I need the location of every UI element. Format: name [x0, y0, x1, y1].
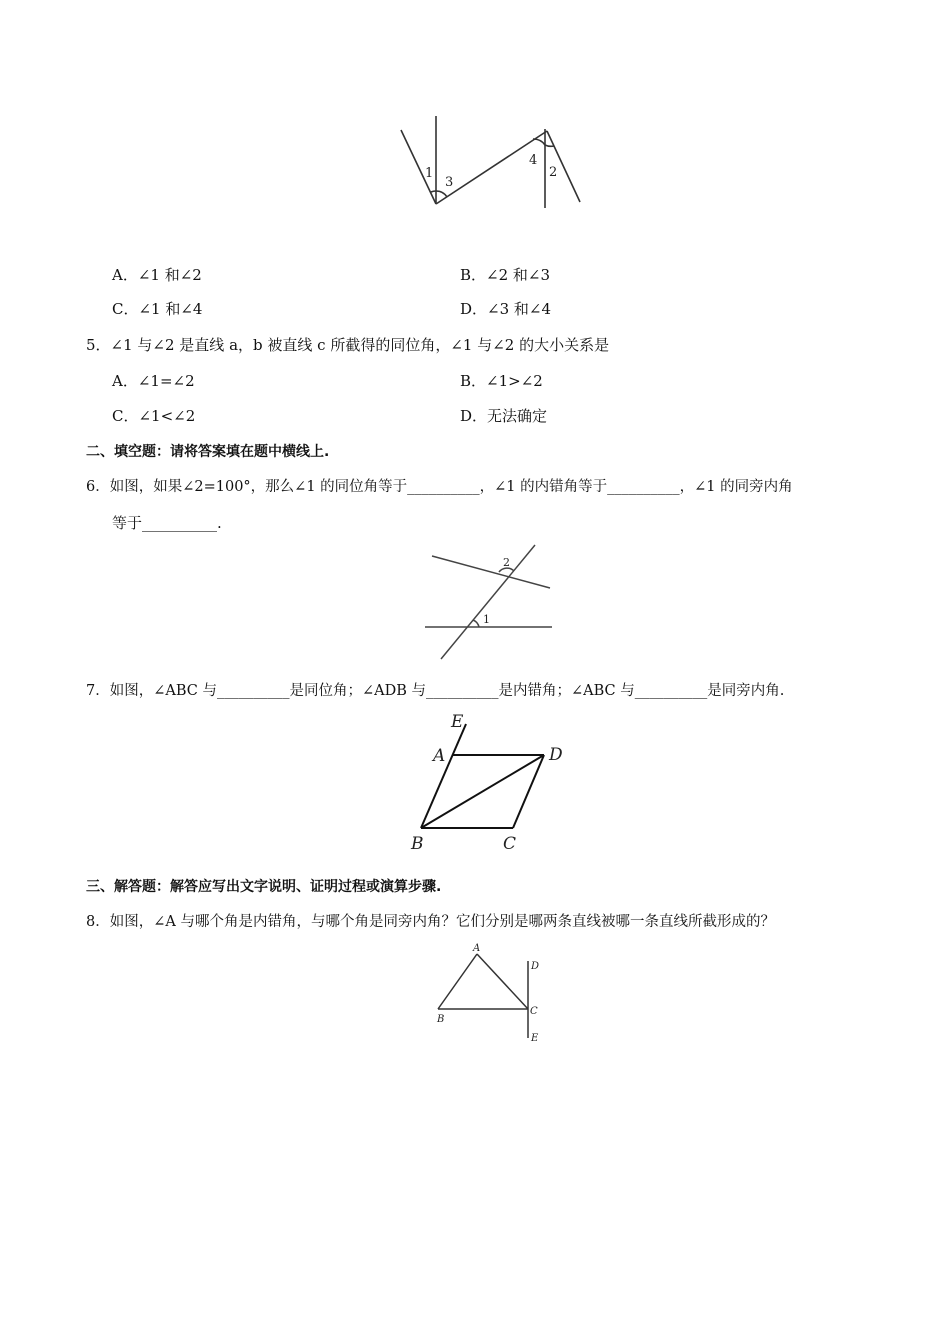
option-text: ∠1=∠2 — [137, 372, 195, 390]
q5-option-c — [112, 406, 195, 426]
option-text: 无法确定 — [487, 407, 548, 425]
q6-label-2: 2 — [503, 556, 510, 569]
q4-option-a — [112, 265, 202, 285]
q7-label-B: B — [411, 834, 424, 854]
q6-transversal — [441, 545, 535, 659]
option-letter: B． — [460, 266, 487, 284]
q7-segment-EB — [421, 724, 466, 828]
q6-arc-1 — [473, 620, 479, 627]
option-text: ∠1>∠2 — [486, 372, 543, 390]
option-text: ∠1 和∠2 — [137, 266, 202, 284]
q6-label-1: 1 — [483, 613, 490, 626]
option-letter: C． — [112, 300, 139, 318]
question-number: 5． — [86, 336, 111, 354]
option-letter: D． — [460, 407, 488, 425]
option-letter: C． — [112, 407, 139, 425]
q7-label-C: C — [503, 834, 517, 854]
q7-label-A: A — [433, 746, 446, 766]
q6-line-2: 等于__________. — [112, 514, 222, 532]
q5-option-d — [460, 406, 547, 426]
q8-line: 8．如图，∠A 与哪个角是内错角，与哪个角是同旁内角？它们分别是哪两条直线被哪一条直线所截形成的？ — [86, 914, 775, 930]
q4-label-1: 1 — [425, 166, 434, 181]
q5-stem — [86, 335, 609, 355]
q7-segment-DC — [513, 755, 544, 828]
q8-segment-AC — [477, 954, 528, 1009]
q7-label-E: E — [451, 712, 464, 732]
q4-option-d — [460, 299, 551, 319]
q4-option-c — [112, 299, 202, 319]
option-letter: D． — [460, 300, 488, 318]
q6-line-1: 6．如图，如果∠2=100°，那么∠1 的同位角等于__________，∠1 的内错角等于__________，∠1 的同旁内角 — [86, 479, 793, 495]
q6-arc-2 — [499, 568, 514, 572]
q4-arc-3 — [436, 191, 447, 197]
q4-figure — [0, 0, 950, 220]
question-text: ∠1 与∠2 是直线 a，b 被直线 c 所截得的同位角，∠1 与∠2 的大小关系是 — [110, 336, 610, 354]
q4-label-4: 4 — [529, 153, 538, 168]
option-letter: A． — [112, 266, 138, 284]
q6-line-upper — [432, 556, 550, 588]
option-text: ∠2 和∠3 — [486, 266, 551, 284]
q4-label-3: 3 — [445, 175, 454, 190]
q8-segment-AB — [438, 954, 477, 1009]
option-letter: A． — [112, 372, 138, 390]
section-3-heading: 三、解答题：解答应写出文字说明、证明过程或演算步骤. — [86, 879, 442, 895]
q5-option-a — [112, 371, 195, 391]
option-text: ∠3 和∠4 — [487, 300, 552, 318]
section-2-heading: 二、填空题：请将答案填在题中横线上. — [86, 444, 330, 460]
q5-option-b — [460, 371, 543, 391]
q8-label-B: B — [437, 1014, 445, 1025]
q7-label-D: D — [549, 745, 563, 765]
option-letter: B． — [460, 372, 487, 390]
q4-arc-2 — [545, 145, 554, 146]
q4-label-2: 2 — [549, 165, 558, 180]
q7-segment-BD — [421, 755, 544, 828]
option-text: ∠1 和∠4 — [138, 300, 203, 318]
q8-label-D: D — [531, 961, 540, 972]
q4-option-b — [460, 265, 550, 285]
option-text: ∠1<∠2 — [138, 407, 196, 425]
q7-line: 7．如图，∠ABC 与__________是同位角；∠ADB 与__________是内错角；∠ABC 与__________是同旁内角. — [86, 683, 785, 699]
q8-label-E: E — [531, 1033, 539, 1044]
q8-label-A: A — [473, 943, 481, 954]
q8-label-C: C — [530, 1006, 538, 1017]
